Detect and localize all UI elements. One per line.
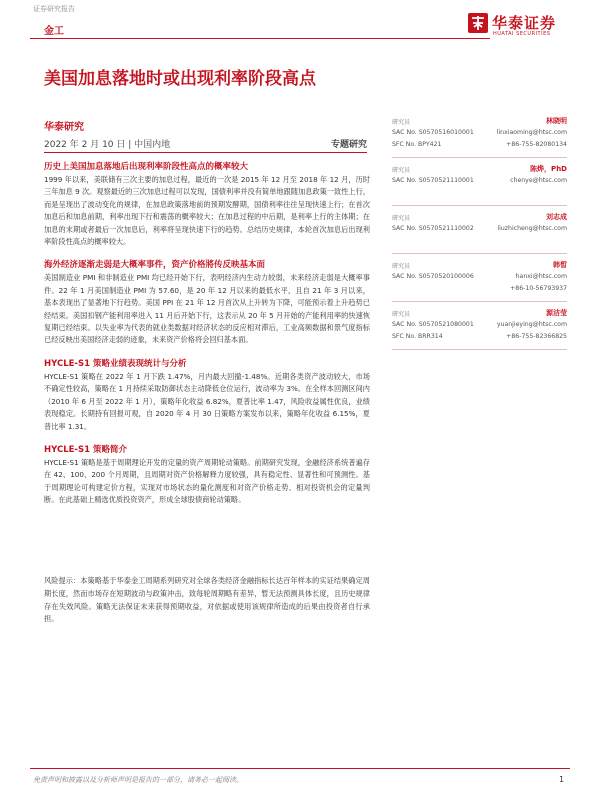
section-body: HYCLE-S1 策略在 2022 年 1 月下跌 1.47%，月内最大回撤-1.48%。近期各类资产波动较大，市场不确定性较高，策略在 1 月持续采取防御状态主动降低仓位运行，波动率为 3%。在全样本回测区间内（2010 年 6 月至 2022 年 1 月），策略年化收益 6.82%，夏普比率 1.47，风险收益属性优良，业绩表现稳定。长期持有回报可观，自 2020 年 4 月 30 日策略方案发布以来，策略年化收益 6.15%，夏普比率 1.31。 (44, 371, 370, 431)
meta-rule (44, 152, 367, 153)
analyst-email[interactable]: liuzhicheng@htsc.com (497, 225, 567, 232)
footer-rule (30, 768, 570, 769)
analyst-card (392, 256, 567, 302)
report-type: 专题研究 (330, 140, 367, 150)
analyst-card (392, 112, 567, 158)
analyst-card (392, 304, 567, 350)
analyst-sfc: SFC No. BPY421 (392, 141, 442, 148)
analyst-phone: +86-755-82366825 (506, 333, 567, 340)
analyst-name: 陈烨，PhD (530, 165, 567, 173)
report-title: 美国加息落地时或出现利率阶段高点 (44, 69, 316, 89)
main-content (44, 160, 370, 507)
section-body: 1999 年以来，美联储有三次主要的加息过程，最近的一次是 2015 年 12 月至 2018 年 12 月，历时三年加息 9 次。观察最近的三次加息过程可以发现，国债利率并没有简单地跟随加息政策一致性上行，而是呈现出了波动变化的规律，在加息政策落地前的预期发酵期，国债利率往往呈现快速上行；在首次加息后和加息前期，利率出现下行和震荡的概率较大；在加息过程的中后期，是利率上行的主体期；在加息的末期或者最后一次加息后，利率将呈现快速下行的趋势。总结历史规律，本轮首次加息后出现利率阶段性高点的概率较大。 (44, 175, 370, 247)
analyst-role: 研究员 (392, 215, 411, 222)
section-heading: 历史上美国加息落地后出现利率阶段性高点的概率较大 (44, 162, 249, 172)
huatai-logo-icon (468, 13, 488, 33)
analyst-role: 研究员 (392, 167, 411, 174)
analyst-name: 刘志成 (546, 213, 567, 221)
analyst-card (392, 208, 567, 254)
section-body: HYCLE-S1 策略是基于周期理论开发的定量的资产周期轮动策略。前期研究发现，金融经济系统普遍存在 42、100、200 个月周期，且周期对资产价格解释力度较强，具有稳定性、显著性和可预测性。基于周期理论可构建定价方程，实现对市场状态的量化测度和对资产价格走势、相对投资机会的定量判断。在此基础上精选优质投资资产，形成全球股债商轮动策略。 (44, 457, 370, 505)
logo-text-cn: 华泰证券 (492, 14, 557, 32)
report-date-region: 2022 年 2 月 10 日 | 中国内地 (44, 140, 171, 150)
analyst-sac: SAC No. S0570520100006 (392, 273, 474, 280)
analyst-name: 林晓明 (546, 117, 567, 125)
analyst-phone: +86-755-82080134 (506, 141, 567, 148)
analyst-email[interactable]: linxiaoming@htsc.com (496, 129, 567, 136)
analyst-sac: SAC No. S0570521110001 (392, 177, 474, 184)
analyst-email[interactable]: hanxi@htsc.com (515, 273, 567, 280)
analyst-role: 研究员 (392, 119, 411, 126)
analyst-sac: SAC No. S0570521110002 (392, 225, 474, 232)
analyst-role: 研究员 (392, 263, 411, 270)
section-heading: HYCLE-S1 策略业绩表现统计与分析 (44, 358, 187, 369)
section-body: 美国制造业 PMI 和非制造业 PMI 均已经开始下行，表明经济内生动力较弱，未来经济走弱是大概率事件。22 年 1 月美国制造业 PMI 为 57.60，是 20 年 12 月以来的最低水平，且自 21 年 3 月以来，基本表现出了显著地下行趋势。美国 PPI 在 21 年 12 月首次从上升转为下降，可能预示着上升趋势已经结束。美国扣钢产能利用率进入 11 月后开始下行，这表示从 20 年 5 月开始的产能利用率的快速恢复期已经结束。以失业率为代表的就业类数据对经济状态的反应相对滞后，工业高频数据和景气度指标已经反映出美国经济走弱的迹象，未来资产价格将会回归基本面。 (44, 273, 370, 345)
report-meta (44, 137, 367, 151)
analyst-email[interactable]: yuanjieying@htsc.com (496, 321, 567, 328)
risk-note: 风险提示：本策略基于华泰金工周期系列研究对全球各类经济金融指标长达百年样本的实证结果确定周期长度，然而市场存在短期波动与政策冲击，致每轮周期略有差异，暂无法预测具体长度，且历史规律存在失效风险。策略无法保证未来获得预期收益，对依据或使用该规律所造成的后果由投资者自行承担。 (44, 576, 370, 624)
analyst-sidebar (392, 112, 567, 352)
analyst-email[interactable]: chenye@htsc.com (510, 177, 567, 184)
analyst-sfc: SFC No. BRR314 (392, 333, 443, 340)
header-rule (30, 38, 490, 39)
page-number: 1 (559, 775, 565, 784)
analyst-phone: +86-10-56793937 (510, 285, 567, 292)
analyst-sac: SAC No. S0570516010001 (392, 129, 474, 136)
analyst-name: 韩晳 (553, 261, 567, 269)
logo-text-en: HUATAI SECURITIES (493, 31, 551, 37)
analyst-sac: SAC No. S0570521080001 (392, 321, 474, 328)
report-source: 华泰研究 (44, 122, 84, 133)
footer-disclaimer: 免责声明和披露以及分析师声明是报告的一部分，请务必一起阅读。 (33, 776, 243, 784)
huatai-logo (468, 10, 578, 40)
section-tag: 金工 (44, 26, 64, 37)
analyst-card (392, 160, 567, 206)
doc-type-label: 证券研究报告 (33, 5, 75, 13)
section-heading: 海外经济逐渐走弱是大概率事件，资产价格將传反映基本面 (44, 260, 266, 271)
analyst-name: 源洁莹 (546, 309, 567, 317)
analyst-role: 研究员 (392, 311, 411, 318)
section-heading: HYCLE-S1 策略简介 (44, 444, 127, 455)
